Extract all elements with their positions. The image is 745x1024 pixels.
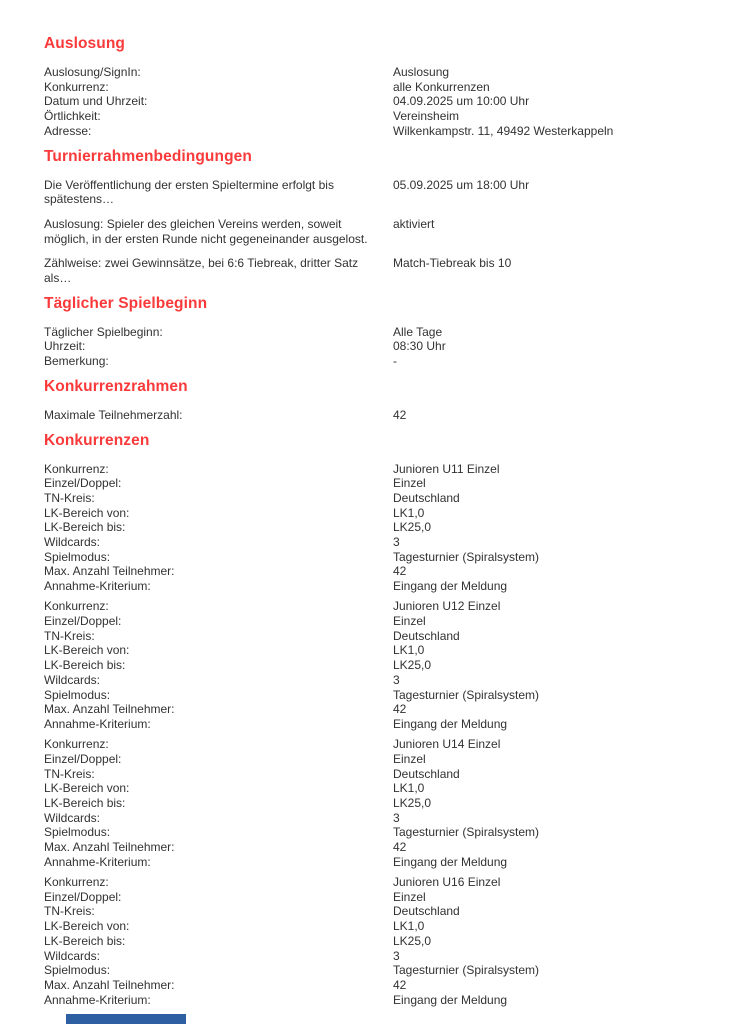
field-row xyxy=(44,993,703,1008)
field-rows xyxy=(44,875,703,1007)
field-row xyxy=(44,963,703,978)
field-label: Spielmodus: xyxy=(44,549,111,564)
field-value: Deutschland xyxy=(393,904,460,919)
section-title: Täglicher Spielbeginn xyxy=(44,294,208,312)
field-label: Max. Anzahl Teilnehmer: xyxy=(44,840,175,855)
field-label: Spielmodus: xyxy=(44,963,111,978)
field-row xyxy=(44,491,703,506)
field-value: Tagesturnier (Spiralsystem) xyxy=(393,549,540,564)
field-row xyxy=(44,978,703,993)
field-value: 42 xyxy=(393,977,407,992)
field-label: Zählweise: zwei Gewinnsätze, bei 6:6 Tiebreak, dritter Satz als… xyxy=(44,256,359,286)
field-value: Deutschland xyxy=(393,490,460,505)
field-label: Täglicher Spielbeginn: xyxy=(44,324,163,339)
field-value: 42 xyxy=(393,702,407,717)
field-label: Einzel/Doppel: xyxy=(44,751,122,766)
field-label: LK-Bereich von: xyxy=(44,505,130,520)
field-label: TN-Kreis: xyxy=(44,904,95,919)
field-value: Eingang der Meldung xyxy=(393,579,508,594)
field-row xyxy=(44,781,703,796)
section-täglicher-spielbeginn xyxy=(44,296,703,369)
field-row xyxy=(44,80,703,95)
field-row xyxy=(44,796,703,811)
field-row xyxy=(44,109,703,124)
field-value: Einzel xyxy=(393,476,426,491)
field-row xyxy=(44,94,703,109)
field-rows xyxy=(44,737,703,869)
field-label: Adresse: xyxy=(44,123,92,138)
field-row xyxy=(44,673,703,688)
field-value: Junioren U11 Einzel xyxy=(393,461,500,476)
field-rows xyxy=(44,325,703,369)
konkurrenz-group xyxy=(44,462,703,594)
field-row xyxy=(44,934,703,949)
field-row xyxy=(44,949,703,964)
field-label: Datum und Uhrzeit: xyxy=(44,94,148,109)
field-row xyxy=(44,339,703,354)
field-row xyxy=(44,875,703,890)
field-label: Auslosung: Spieler des gleichen Vereins werden, soweit möglich, in der ersten Runde nicht gegeneinander ausgelost. xyxy=(44,216,368,246)
field-value: 05.09.2025 um 18:00 Uhr xyxy=(393,177,530,192)
field-row xyxy=(44,564,703,579)
field-label: Konkurrenz: xyxy=(44,875,109,890)
field-row xyxy=(44,535,703,550)
field-label: LK-Bereich bis: xyxy=(44,520,126,535)
field-value: alle Konkurrenzen xyxy=(393,79,490,94)
field-value: aktiviert xyxy=(393,216,435,231)
field-row xyxy=(44,643,703,658)
field-row xyxy=(44,825,703,840)
field-rows xyxy=(44,462,703,594)
field-value: 04.09.2025 um 10:00 Uhr xyxy=(393,94,530,109)
field-label: Die Veröffentlichung der ersten Spieltermine erfolgt bis spätestens… xyxy=(44,177,334,207)
field-label: Max. Anzahl Teilnehmer: xyxy=(44,702,175,717)
field-label: Bemerkung: xyxy=(44,354,109,369)
section-title: Konkurrenzen xyxy=(44,431,150,449)
field-value: 3 xyxy=(393,672,400,687)
section-turnierrahmenbedingungen xyxy=(44,149,703,286)
field-label: Annahme-Kriterium: xyxy=(44,717,151,731)
section-title: Turnierrahmenbedingungen xyxy=(44,147,252,165)
field-row xyxy=(44,520,703,535)
field-label: Einzel/Doppel: xyxy=(44,889,122,904)
field-row xyxy=(44,462,703,477)
field-value: - xyxy=(393,354,397,369)
field-value: Junioren U12 Einzel xyxy=(393,599,501,614)
field-label: TN-Kreis: xyxy=(44,490,95,505)
field-label: Konkurrenz: xyxy=(44,461,109,476)
field-row xyxy=(44,614,703,629)
section-konkurrenzrahmen xyxy=(44,379,703,423)
field-value: LK1,0 xyxy=(393,781,425,796)
field-label: Wildcards: xyxy=(44,948,101,963)
field-row xyxy=(44,767,703,782)
field-label: Wildcards: xyxy=(44,810,101,825)
field-row xyxy=(44,579,703,594)
field-value: Eingang der Meldung xyxy=(393,717,508,731)
field-value: LK1,0 xyxy=(393,505,425,520)
field-value: Einzel xyxy=(393,889,426,904)
field-label: Uhrzeit: xyxy=(44,339,86,354)
field-value: Match-Tiebreak bis 10 xyxy=(393,256,512,271)
field-value: LK25,0 xyxy=(393,658,432,673)
field-row xyxy=(44,354,703,369)
field-label: Spielmodus: xyxy=(44,687,111,702)
field-label: Konkurrenz: xyxy=(44,79,109,94)
field-value: Auslosung xyxy=(393,65,450,79)
field-value: Tagesturnier (Spiralsystem) xyxy=(393,963,540,978)
field-value: Wilkenkampstr. 11, 49492 Westerkappeln xyxy=(393,123,614,138)
section-konkurrenzen xyxy=(44,433,703,1008)
field-row xyxy=(44,890,703,905)
field-value: LK1,0 xyxy=(393,919,425,934)
field-rows xyxy=(44,599,703,731)
field-label: Konkurrenz: xyxy=(44,737,109,752)
field-label: LK-Bereich bis: xyxy=(44,933,126,948)
field-value: Tagesturnier (Spiralsystem) xyxy=(393,687,540,702)
field-row xyxy=(44,65,703,80)
field-label: LK-Bereich von: xyxy=(44,781,130,796)
section-auslosung xyxy=(44,36,703,139)
field-label: Max. Anzahl Teilnehmer: xyxy=(44,977,175,992)
field-row xyxy=(44,476,703,491)
field-value: 42 xyxy=(393,840,407,855)
field-value: Einzel xyxy=(393,751,426,766)
field-label: LK-Bereich bis: xyxy=(44,658,126,673)
konkurrenz-group xyxy=(44,599,703,731)
field-row xyxy=(44,256,703,285)
field-label: LK-Bereich bis: xyxy=(44,796,126,811)
field-label: TN-Kreis: xyxy=(44,766,95,781)
field-value: 3 xyxy=(393,535,400,550)
field-label: Annahme-Kriterium: xyxy=(44,854,151,869)
field-value: 3 xyxy=(393,948,400,963)
field-label: TN-Kreis: xyxy=(44,628,95,643)
field-row xyxy=(44,855,703,870)
field-value: Junioren U16 Einzel xyxy=(393,875,501,890)
field-value: LK25,0 xyxy=(393,520,432,535)
field-row xyxy=(44,904,703,919)
field-row xyxy=(44,702,703,717)
field-row xyxy=(44,550,703,565)
field-row xyxy=(44,752,703,767)
field-value: LK25,0 xyxy=(393,933,432,948)
field-label: Max. Anzahl Teilnehmer: xyxy=(44,564,175,579)
field-value: Eingang der Meldung xyxy=(393,992,508,1007)
field-row xyxy=(44,840,703,855)
field-label: LK-Bereich von: xyxy=(44,643,130,658)
field-row xyxy=(44,737,703,752)
field-label: Einzel/Doppel: xyxy=(44,614,122,629)
field-rows xyxy=(44,65,703,139)
field-row xyxy=(44,658,703,673)
field-label: LK-Bereich von: xyxy=(44,919,130,934)
field-label: Einzel/Doppel: xyxy=(44,476,122,491)
field-row xyxy=(44,325,703,340)
field-value: Deutschland xyxy=(393,766,460,781)
field-label: Örtlichkeit: xyxy=(44,109,101,124)
field-value: 42 xyxy=(393,564,407,579)
section-title: Konkurrenzrahmen xyxy=(44,377,188,395)
field-row xyxy=(44,811,703,826)
field-row xyxy=(44,629,703,644)
field-row xyxy=(44,688,703,703)
konkurrenz-group xyxy=(44,737,703,869)
field-row xyxy=(44,124,703,139)
field-value: Alle Tage xyxy=(393,324,443,339)
field-row xyxy=(44,217,703,246)
field-value: 3 xyxy=(393,810,400,825)
field-label: Annahme-Kriterium: xyxy=(44,579,151,594)
field-row xyxy=(44,599,703,614)
field-row xyxy=(44,408,703,423)
field-label: Annahme-Kriterium: xyxy=(44,992,151,1007)
field-value: 42 xyxy=(393,407,407,422)
field-row xyxy=(44,919,703,934)
field-label: Wildcards: xyxy=(44,535,101,550)
konkurrenz-group xyxy=(44,875,703,1007)
section-title: Auslosung xyxy=(44,35,125,52)
field-value: Vereinsheim xyxy=(393,109,460,124)
field-label: Spielmodus: xyxy=(44,825,111,840)
field-row xyxy=(44,178,703,207)
field-row xyxy=(44,717,703,732)
field-value: 08:30 Uhr xyxy=(393,339,446,354)
field-value: Eingang der Meldung xyxy=(393,854,508,869)
field-value: Einzel xyxy=(393,614,426,629)
field-value: Tagesturnier (Spiralsystem) xyxy=(393,825,540,840)
field-label: Wildcards: xyxy=(44,672,101,687)
field-row xyxy=(44,506,703,521)
field-label: Maximale Teilnehmerzahl: xyxy=(44,407,183,422)
field-rows xyxy=(44,408,703,423)
field-rows xyxy=(44,178,703,286)
field-label: Konkurrenz: xyxy=(44,599,109,614)
field-value: Deutschland xyxy=(393,628,460,643)
field-value: LK25,0 xyxy=(393,796,432,811)
cutoff-blue-bar xyxy=(66,1014,186,1024)
field-label: Auslosung/SignIn: xyxy=(44,65,141,79)
field-value: LK1,0 xyxy=(393,643,425,658)
field-value: Junioren U14 Einzel xyxy=(393,737,501,752)
